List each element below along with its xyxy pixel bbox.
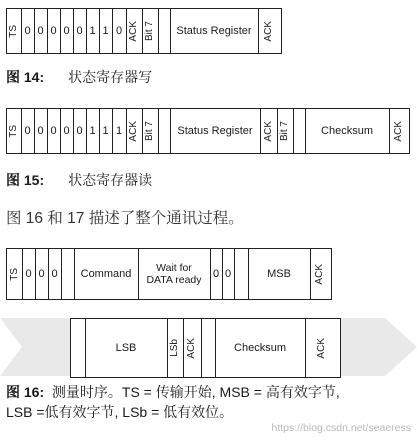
fig16-ack-3: ACK [316, 337, 327, 359]
fig16-ts-cell [7, 249, 23, 299]
fig16-checksum-cell [215, 319, 306, 377]
fig15-bit: 0 [24, 124, 31, 137]
fig14-bit: 0 [24, 24, 31, 37]
fig14-bit-cell [21, 9, 35, 53]
fig15-bit: 1 [89, 124, 96, 137]
fig15-caption-number: 图 15: [6, 172, 45, 188]
fig16-command: Command [80, 267, 132, 280]
fig16-wait-line1: Wait for [156, 261, 192, 274]
fig14-bit-cell [112, 9, 127, 53]
fig14-bit-cell [60, 9, 74, 53]
fig15-ack-3: ACK [392, 120, 404, 142]
fig15-checksum: Checksum [321, 124, 373, 137]
fig16-zero: 0 [212, 267, 220, 280]
fig14-bit: 1 [102, 24, 109, 37]
fig14-bit-cell [34, 9, 48, 53]
fig14-bit: 0 [76, 24, 83, 37]
fig14-caption-number: 图 14: [6, 69, 45, 85]
fig14-status-register: Status Register [176, 24, 252, 37]
fig16-caption-line1: 测量时序。TS = 传输开始, MSB = 高有效字节, [51, 384, 340, 400]
fig14-caption-text: 状态寄存器写 [68, 69, 153, 85]
fig15-status-register: Status Register [177, 124, 253, 137]
fig16-ack-cell-2 [183, 319, 202, 377]
fig14-ack-cell-2 [258, 9, 280, 53]
fig16-checksum: Checksum [234, 341, 286, 354]
fig14-bit-cell [47, 9, 61, 53]
fig16-ack-2: ACK [186, 337, 197, 359]
fig14-ack-cell [126, 9, 143, 53]
fig15-bit7-cell-2 [277, 109, 294, 153]
fig14-bit: 1 [89, 24, 96, 37]
fig16-bit: 0 [38, 267, 45, 280]
fig16-ack: ACK [314, 263, 325, 285]
fig16-bit: 0 [25, 267, 32, 280]
fig15-bit-cell [112, 109, 127, 153]
fig14-bit: 0 [115, 24, 123, 37]
fig14-caption [6, 67, 152, 87]
fig15-bit7: Bit 7 [144, 120, 155, 141]
fig15-bit: 0 [76, 124, 83, 137]
fig14-bit: 0 [63, 24, 70, 37]
fig14-ts-cell [7, 9, 22, 53]
fig16-caption [6, 382, 340, 422]
fig16-zero: 0 [224, 267, 232, 280]
fig15-bit: 0 [50, 124, 57, 137]
fig16-bit: 0 [51, 267, 58, 280]
fig15-bit-cell [34, 109, 48, 153]
body-paragraph: 图 16 和 17 描述了整个通讯过程。 [6, 210, 244, 227]
fig16-caption-number: 图 16: [6, 384, 45, 400]
fig16-lsb: LSB [115, 341, 137, 354]
fig14-bit7-cell [142, 9, 159, 53]
fig14-bit: 0 [37, 24, 44, 37]
fig15-bit7-cell [142, 109, 159, 153]
fig16-lsb-bit: LSb [169, 339, 180, 357]
fig16-command-cell [74, 249, 139, 299]
fig15-bit-cell [86, 109, 100, 153]
fig15-ack-cell-2 [260, 109, 278, 153]
fig14-bit-cell [99, 9, 113, 53]
fig16-wait-line2: DATA ready [146, 274, 202, 286]
fig15-bit-cell [21, 109, 35, 153]
fig15-bit-cell [99, 109, 113, 153]
fig16-row2-slot-2 [201, 319, 216, 377]
fig16-bit-slot [61, 249, 75, 299]
fig14-bit-cell [73, 9, 87, 53]
fig14-status-register-cell [170, 9, 259, 53]
fig15-bit7-2: Bit 7 [279, 120, 290, 141]
fig15-ts-label: TS [8, 124, 19, 138]
fig15-ts-cell [7, 109, 22, 153]
fig16-bit-slot-2 [234, 249, 249, 299]
fig16-sequence-row2 [70, 318, 341, 378]
fig15-ack-2: ACK [262, 120, 274, 142]
fig14-bit-cell [86, 9, 100, 53]
fig15-ack: ACK [128, 120, 139, 142]
fig15-caption-text: 状态寄存器读 [68, 172, 153, 188]
fig15-bit: 0 [63, 124, 70, 137]
fig15-bit: 0 [37, 124, 44, 137]
fig16-lsb-cell [85, 319, 168, 377]
fig15-status-register-cell [170, 109, 261, 153]
fig15-ack-cell-3 [389, 109, 408, 153]
fig16-ts-label: TS [8, 267, 20, 281]
fig14-bit: 0 [50, 24, 57, 37]
fig16-row2-slot [71, 319, 86, 377]
fig16-msb: MSB [267, 267, 291, 280]
fig16-ack-cell [310, 249, 330, 299]
fig14-ack-2: ACK [263, 20, 274, 42]
fig15-bit-cell [73, 109, 87, 153]
fig16-bit-cell [35, 249, 49, 299]
fig16-ack-cell-3 [305, 319, 339, 377]
fig16-lsb-bit-cell [167, 319, 184, 377]
fig16-wait-cell [138, 249, 211, 299]
fig15-bit: 1 [115, 124, 123, 137]
fig16-caption-line1-row [6, 382, 340, 402]
fig14-ts-label: TS [8, 24, 19, 38]
fig16-msb-cell [248, 249, 311, 299]
fig16-sequence-row1 [6, 248, 332, 300]
fig15-sequence [6, 108, 410, 154]
fig16-caption-line2: LSB =低有效字节, LSb = 低有效位。 [6, 404, 234, 420]
fig15-bit-cell [60, 109, 74, 153]
watermark: https://blog.csdn.net/seaeress [271, 422, 411, 434]
fig15-checksum-cell [305, 109, 390, 153]
fig15-ack-cell [126, 109, 143, 153]
fig15-caption [6, 170, 152, 190]
fig16-bit-cell [48, 249, 62, 299]
fig14-sequence [6, 8, 282, 54]
fig15-bit: 1 [102, 124, 109, 137]
fig16-bit-cell [22, 249, 36, 299]
fig14-ack: ACK [128, 20, 139, 42]
fig14-bit7: Bit 7 [144, 20, 155, 41]
fig15-bit-cell [47, 109, 61, 153]
